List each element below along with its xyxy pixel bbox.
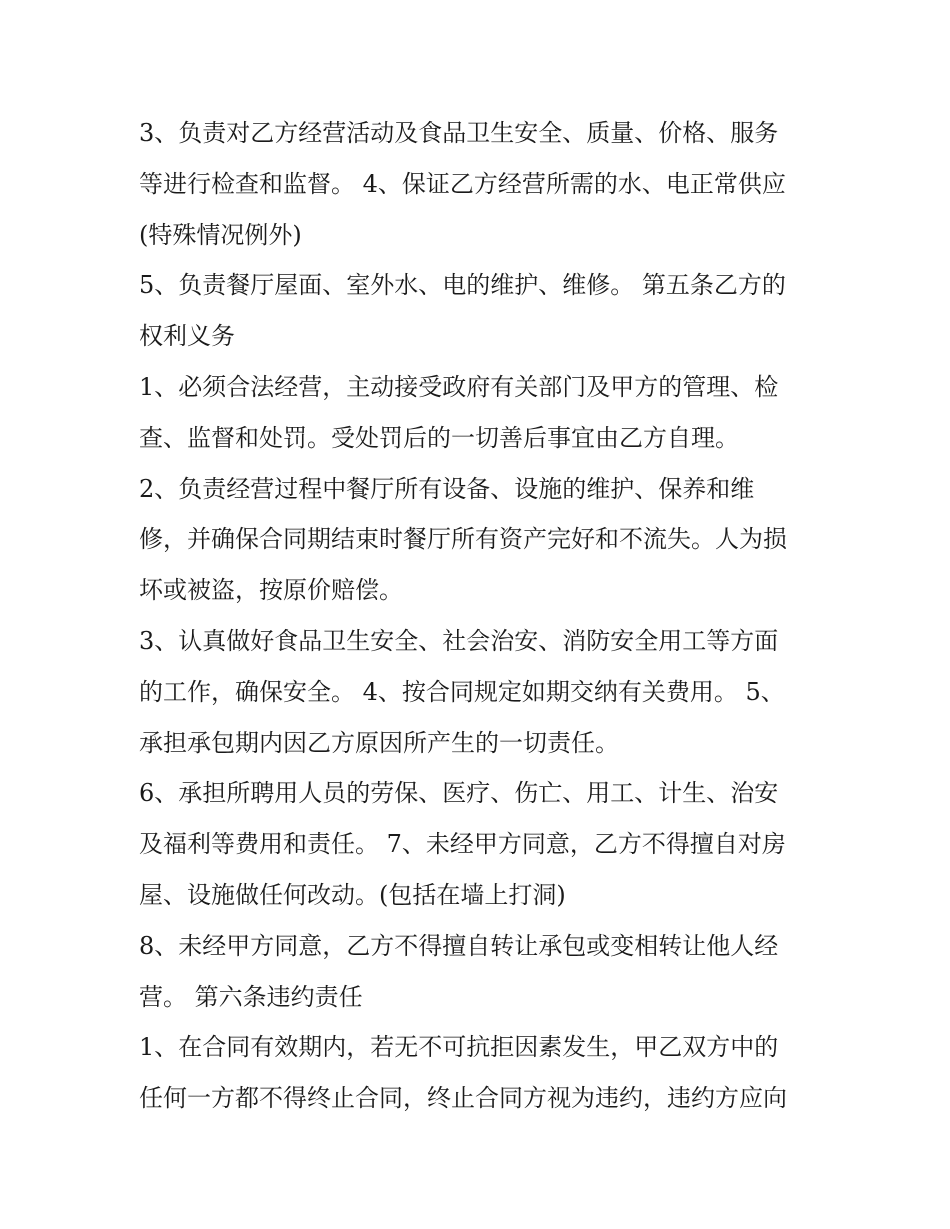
text-line: 6、承担所聘用人员的劳保、医疗、伤亡、用工、计生、治安	[139, 779, 779, 808]
text-line: 的工作，确保安全。 4、按合同规定如期交纳有关费用。 5、	[139, 677, 785, 706]
text-line: 5、负责餐厅屋面、室外水、电的维护、维修。 第五条乙方的	[139, 271, 786, 300]
text-line: 修，并确保合同期结束时餐厅所有资产完好和不流失。人为损	[139, 525, 787, 554]
text-line: 1、必须合法经营，主动接受政府有关部门及甲方的管理、检	[139, 372, 779, 401]
document-body	[139, 108, 829, 1124]
text-line: 权利义务	[139, 322, 235, 351]
text-line: 任何一方都不得终止合同，终止合同方视为违约，违约方应向	[139, 1084, 787, 1113]
text-line: 3、负责对乙方经营活动及食品卫生安全、质量、价格、服务	[139, 119, 779, 147]
text-line: 承担承包期内因乙方原因所产生的一切责任。	[139, 728, 619, 757]
text-line: 坏或被盗，按原价赔偿。	[139, 576, 403, 605]
text-line: 屋、设施做任何改动。(包括在墙上打洞)	[139, 880, 566, 909]
text-line: 营。 第六条违约责任	[139, 982, 363, 1011]
text-line: 及福利等费用和责任。 7、未经甲方同意，乙方不得擅自对房	[139, 830, 786, 859]
text-line: 3、认真做好食品卫生安全、社会治安、消防安全用工等方面	[139, 626, 779, 655]
text-line: 8、未经甲方同意，乙方不得擅自转让承包或变相转让他人经	[139, 931, 779, 960]
text-line: (特殊情况例外)	[139, 220, 302, 249]
text-line: 查、监督和处罚。受处罚后的一切善后事宜由乙方自理。	[139, 423, 739, 452]
text-line: 2、负责经营过程中餐厅所有设备、设施的维护、保养和维	[139, 474, 755, 503]
text-line: 等进行检查和监督。 4、保证乙方经营所需的水、电正常供应	[139, 169, 786, 198]
text-line: 1、在合同有效期内，若无不可抗拒因素发生，甲乙双方中的	[139, 1033, 779, 1062]
